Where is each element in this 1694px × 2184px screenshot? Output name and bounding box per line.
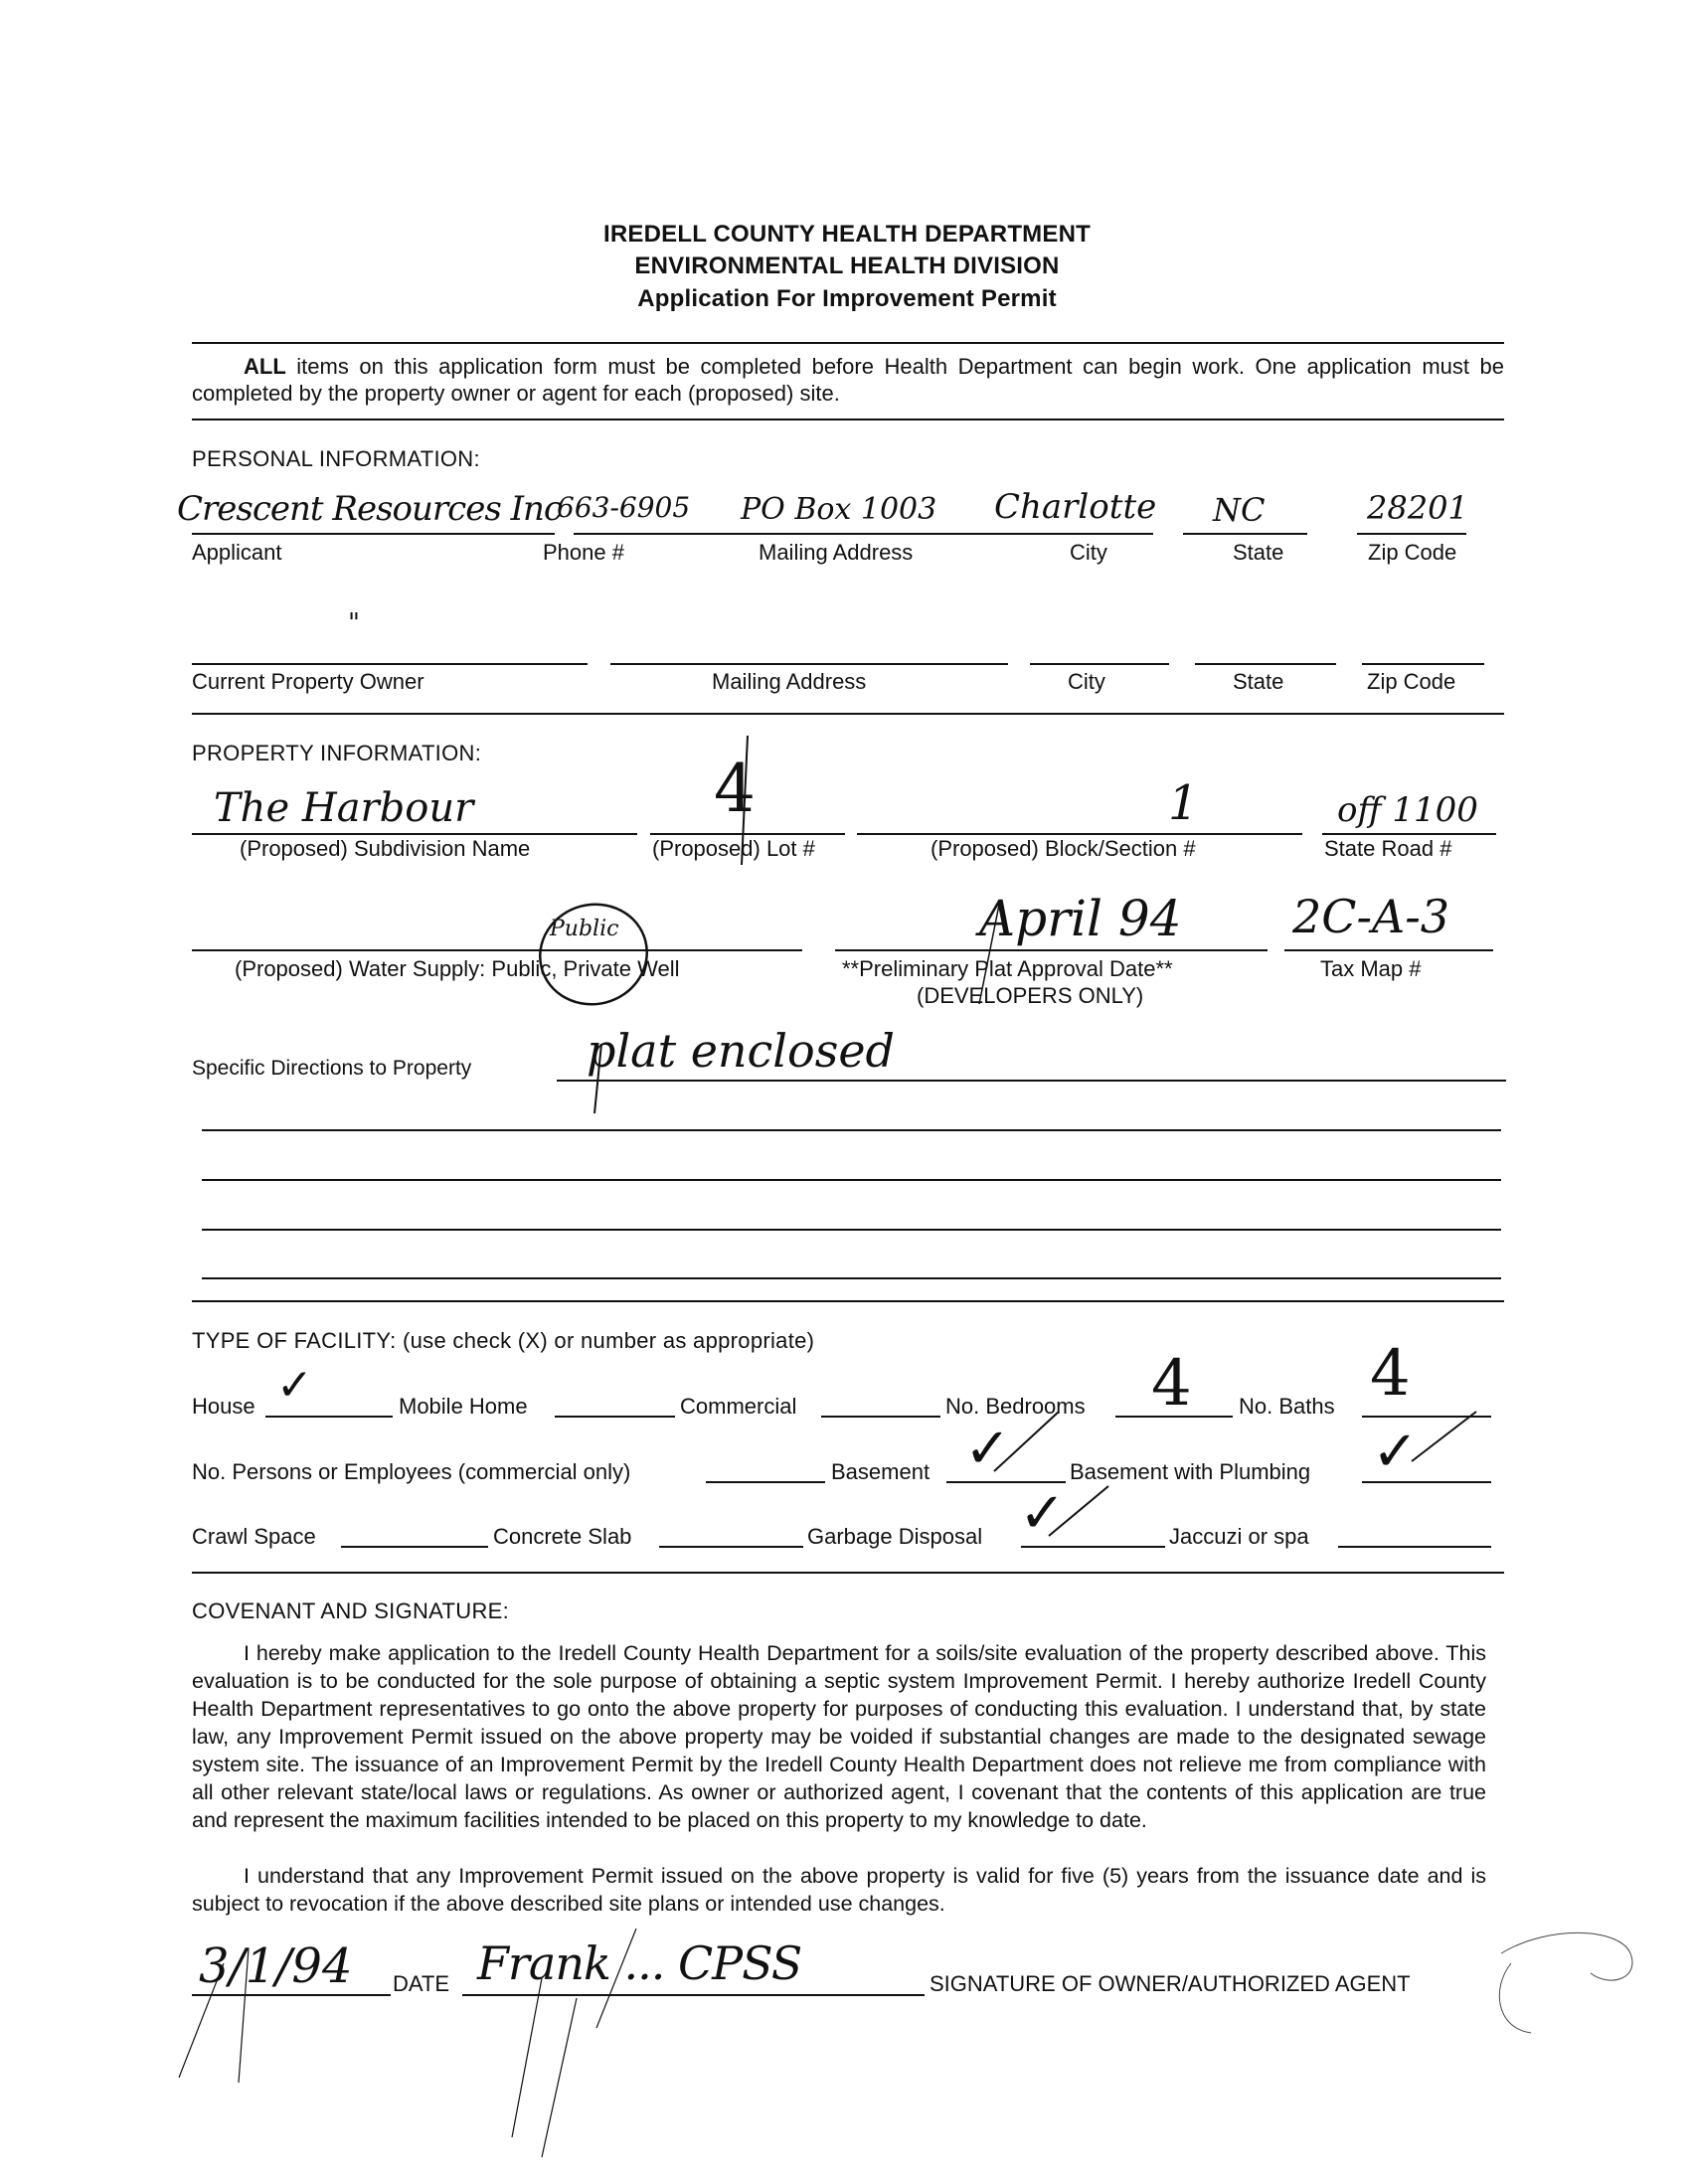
concrete-slab-line (659, 1546, 803, 1548)
applicant-line (192, 533, 555, 535)
intro-bold: ALL (244, 354, 286, 379)
city-line (999, 533, 1153, 535)
developers-only-label: (DEVELOPERS ONLY) (917, 983, 1144, 1008)
concrete-slab-label: Concrete Slab (493, 1524, 632, 1549)
block-line (857, 833, 1302, 835)
mobile-home-label: Mobile Home (399, 1394, 528, 1419)
persons-line (706, 1481, 825, 1483)
owner-city-label: City (1068, 669, 1105, 694)
facility-heading: TYPE OF FACILITY: (use check (X) or number as appropriate) (192, 1328, 815, 1353)
bedrooms-value[interactable]: 4 (1151, 1347, 1192, 1421)
water-supply-circle (529, 893, 658, 1017)
department-title: IREDELL COUNTY HEALTH DEPARTMENT (603, 221, 1091, 248)
road-label: State Road # (1324, 836, 1452, 861)
lot-label: (Proposed) Lot # (652, 836, 815, 861)
zip-label: Zip Code (1368, 540, 1457, 565)
phone-label: Phone # (543, 540, 624, 565)
signature-stroke-1 (512, 1978, 542, 2137)
baths-check-tail (1412, 1412, 1476, 1461)
signature-line (462, 1994, 925, 1996)
phone-value[interactable]: 663-6905 (557, 491, 691, 524)
date-value[interactable]: 3/1/94 (199, 1938, 353, 1994)
basement-plumbing-label: Basement with Plumbing (1070, 1459, 1311, 1484)
commercial-label: Commercial (680, 1394, 797, 1419)
owner-label: Current Property Owner (192, 669, 424, 694)
garbage-disposal-line (1021, 1546, 1165, 1548)
road-value[interactable]: off 1100 (1337, 790, 1478, 830)
divider (192, 1572, 1504, 1574)
directions-line-5 (202, 1277, 1501, 1279)
jacuzzi-line (1338, 1546, 1491, 1548)
tax-map-line (1284, 949, 1493, 951)
crawl-space-label: Crawl Space (192, 1524, 316, 1549)
owner-value[interactable]: " (348, 608, 360, 638)
mobile-home-line (555, 1416, 675, 1418)
house-check[interactable]: ✓ (276, 1360, 313, 1411)
date-label: DATE (393, 1971, 450, 1996)
personal-info-heading: PERSONAL INFORMATION: (192, 446, 480, 471)
intro-text (192, 353, 1504, 407)
divider (192, 1300, 1504, 1302)
divider (192, 342, 1504, 344)
applicant-label: Applicant (192, 540, 282, 565)
basement-check[interactable]: ✓ (964, 1417, 1011, 1481)
owner-mailing-line (610, 663, 1008, 665)
lot-line (650, 833, 845, 835)
phone-line (574, 533, 751, 535)
tax-map-label: Tax Map # (1320, 956, 1422, 981)
water-supply-label: (Proposed) Water Supply: Public, Private Well (235, 956, 680, 981)
baths-value[interactable]: 4 (1370, 1337, 1411, 1411)
directions-line-3 (202, 1179, 1501, 1181)
mailing-value[interactable]: PO Box 1003 (741, 492, 937, 527)
directions-line (557, 1080, 1506, 1082)
house-line (265, 1416, 393, 1418)
signature-value[interactable]: Frank ... CPSS (477, 1936, 802, 1990)
state-value[interactable]: NC (1213, 491, 1266, 529)
water-line (192, 949, 802, 951)
signature-label: SIGNATURE OF OWNER/AUTHORIZED AGENT (930, 1971, 1411, 1996)
state-label: State (1233, 540, 1284, 565)
covenant-paragraph-2: I understand that any Improvement Permit issued on the above property is valid for five (5) years from the issuance date and is subject to revocation if the above described site plans or intended use changes. (192, 1864, 1486, 1916)
divider (192, 419, 1504, 420)
city-label: City (1070, 540, 1107, 565)
lot-value[interactable]: 4 (714, 751, 756, 827)
signature-stroke-2 (542, 1998, 577, 2157)
owner-line (192, 663, 588, 665)
covenant-paragraph-1: I hereby make application to the Iredell County Health Department for a soils/site evaluation of the property described above. This evaluation is to be conducted for the sole purpose of obtaining a septic system Improvement Permit. I hereby authorize Iredell County Health Department representatives to go onto the above property for purposes of conducting this evaluation. I understand that, by state law, any Improvement Permit issued on the above property may be voided if substantial changes are made to the designated sewage system site. The issuance of an Improvement Permit by the Iredell County Health Department does not relieve me from compliance with all other relevant state/local laws or regulations. As owner or authorized agent, I covenant that the contents of this application are true and represent the maximum facilities intended to be placed on this property to my knowledge to date. (192, 1641, 1486, 1832)
block-value[interactable]: 1 (1168, 775, 1199, 831)
persons-label: No. Persons or Employees (commercial only) (192, 1459, 631, 1484)
state-line (1183, 533, 1307, 535)
house-label: House (192, 1394, 255, 1419)
commercial-line (821, 1416, 940, 1418)
plat-date-line (835, 949, 1268, 951)
intro-rest: items on this application form must be completed before Health Department can begin work. One application must be completed by the property owner or agent for each (proposed) site. (192, 354, 1504, 406)
mailing-line (736, 533, 999, 535)
directions-line-2 (202, 1129, 1501, 1131)
form-title: Application For Improvement Permit (637, 285, 1057, 312)
subdivision-line (192, 833, 637, 835)
basement-label: Basement (831, 1459, 931, 1484)
property-info-heading: PROPERTY INFORMATION: (192, 741, 482, 765)
city-value[interactable]: Charlotte (994, 487, 1157, 527)
divider (192, 713, 1504, 715)
bedrooms-label: No. Bedrooms (945, 1394, 1086, 1419)
subdivision-value[interactable]: The Harbour (214, 785, 474, 831)
date-line (192, 1994, 391, 1996)
mailing-label: Mailing Address (759, 540, 914, 565)
baths-label: No. Baths (1239, 1394, 1335, 1419)
directions-value[interactable]: plat enclosed (587, 1024, 895, 1078)
jacuzzi-label: Jaccuzi or spa (1169, 1524, 1309, 1549)
directions-label: Specific Directions to Property (192, 1057, 472, 1080)
directions-line-4 (202, 1229, 1501, 1231)
owner-state-line (1195, 663, 1336, 665)
owner-city-line (1030, 663, 1169, 665)
road-line (1322, 833, 1496, 835)
baths-line (1362, 1416, 1491, 1418)
basement-plumbing-check[interactable]: ✓ (1372, 1420, 1419, 1484)
owner-zip-label: Zip Code (1367, 669, 1456, 694)
tax-map-value[interactable]: 2C-A-3 (1292, 890, 1450, 943)
division-title: ENVIRONMENTAL HEALTH DIVISION (634, 252, 1060, 279)
subdivision-label: (Proposed) Subdivision Name (240, 836, 531, 861)
garbage-disposal-check[interactable]: ✓ (1019, 1481, 1066, 1546)
water-supply-selected[interactable]: Public (550, 917, 619, 941)
block-label: (Proposed) Block/Section # (931, 836, 1196, 861)
agent-flourish (1499, 1932, 1632, 2033)
crawl-space-line (341, 1546, 488, 1548)
applicant-value[interactable]: Crescent Resources Inc (177, 489, 562, 529)
plat-date-value[interactable]: April 94 (979, 890, 1182, 947)
zip-value[interactable]: 28201 (1367, 489, 1468, 527)
owner-mailing-label: Mailing Address (712, 669, 867, 694)
owner-state-label: State (1233, 669, 1284, 694)
covenant-heading: COVENANT AND SIGNATURE: (192, 1598, 510, 1623)
owner-zip-line (1362, 663, 1484, 665)
garbage-disposal-label: Garbage Disposal (807, 1524, 983, 1549)
plat-date-label: **Preliminary Plat Approval Date** (842, 956, 1173, 981)
zip-line (1357, 533, 1466, 535)
